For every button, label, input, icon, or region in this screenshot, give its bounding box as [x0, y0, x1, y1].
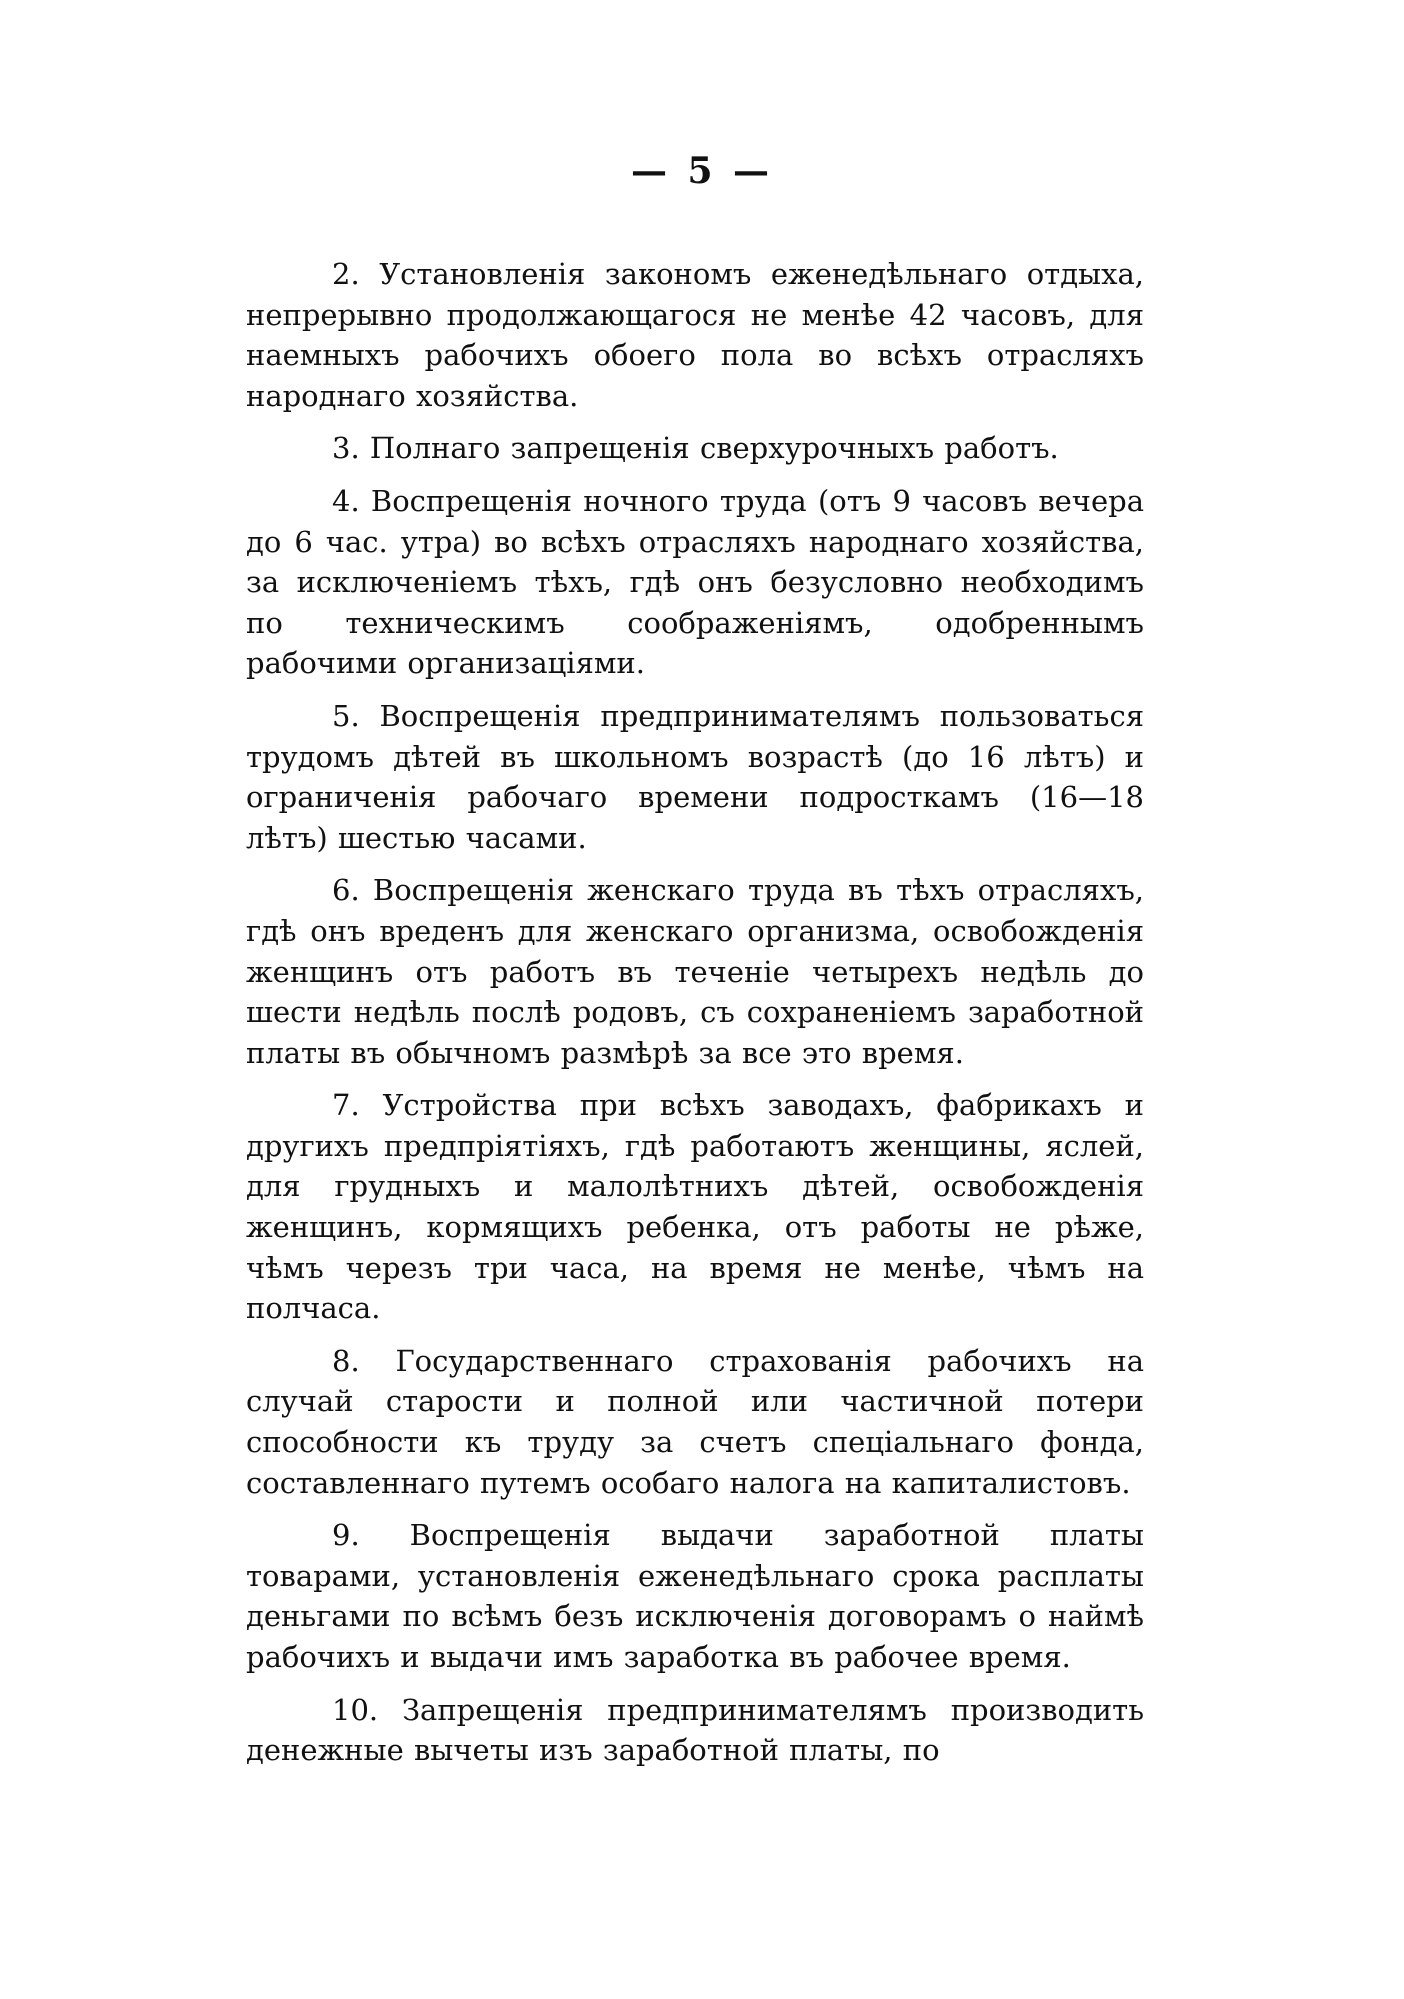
page-number: — 5 —	[630, 150, 774, 192]
paragraph-4: 4. Воспрещенія ночного труда (отъ 9 часовъ вечера до 6 час. утра) во всѣхъ отрасляхъ народнаго хозяйства, за исключеніемъ тѣхъ, гдѣ онъ безусловно необходимъ по техническимъ соображеніямъ, одобреннымъ рабочими организаціями.	[246, 483, 1144, 681]
paragraph-10: 10. Запрещенія предпринимателямъ производить денежные вычеты изъ заработной платы, по	[246, 1692, 1144, 1768]
body-text	[246, 254, 1144, 1783]
paragraph-8: 8. Государственнаго страхованія рабочихъ на случай старости и полной или частичной потери способности къ труду за счетъ спеціальнаго фонда, составленнаго путемъ особаго налога на капиталистовъ.	[246, 1343, 1144, 1500]
paragraph-3: 3. Полнаго запрещенія сверхурочныхъ работъ.	[332, 431, 1059, 466]
paragraph-9: 9. Воспрещенія выдачи заработной платы товарами, установленія еженедѣльнаго срока расплаты деньгами по всѣмъ безъ исключенія договорамъ о наймѣ рабочихъ и выдачи имъ заработка въ рабочее время.	[246, 1518, 1144, 1674]
paragraph-6: 6. Воспрещенія женскаго труда въ тѣхъ отрасляхъ, гдѣ онъ вреденъ для женскаго организма, освобожденія женщинъ отъ работъ въ теченіе четырехъ недѣль до шести недѣль послѣ родовъ, съ сохраненіемъ заработной платы въ обычномъ размѣрѣ за все это время.	[246, 873, 1144, 1070]
paragraph-5: 5. Воспрещенія предпринимателямъ пользоваться трудомъ дѣтей въ школьномъ возрастѣ (до 16 лѣтъ) и ограниченія рабочаго времени подросткамъ (16—18 лѣтъ) шестью часами.	[246, 698, 1144, 855]
paragraph-7: 7. Устройства при всѣхъ заводахъ, фабрикахъ и другихъ предпріятіяхъ, гдѣ работаютъ женщины, яслей, для грудныхъ и малолѣтнихъ дѣтей, освобожденія женщинъ, кормящихъ ребенка, отъ работы не рѣже, чѣмъ черезъ три часа, на время не менѣе, чѣмъ на полчаса.	[246, 1088, 1144, 1326]
paragraph-2: 2. Установленія закономъ еженедѣльнаго отдыха, непрерывно продолжающагося не менѣе 42 часовъ, для наемныхъ рабочихъ обоего пола во всѣхъ отрасляхъ народнаго хозяйства.	[246, 257, 1144, 413]
